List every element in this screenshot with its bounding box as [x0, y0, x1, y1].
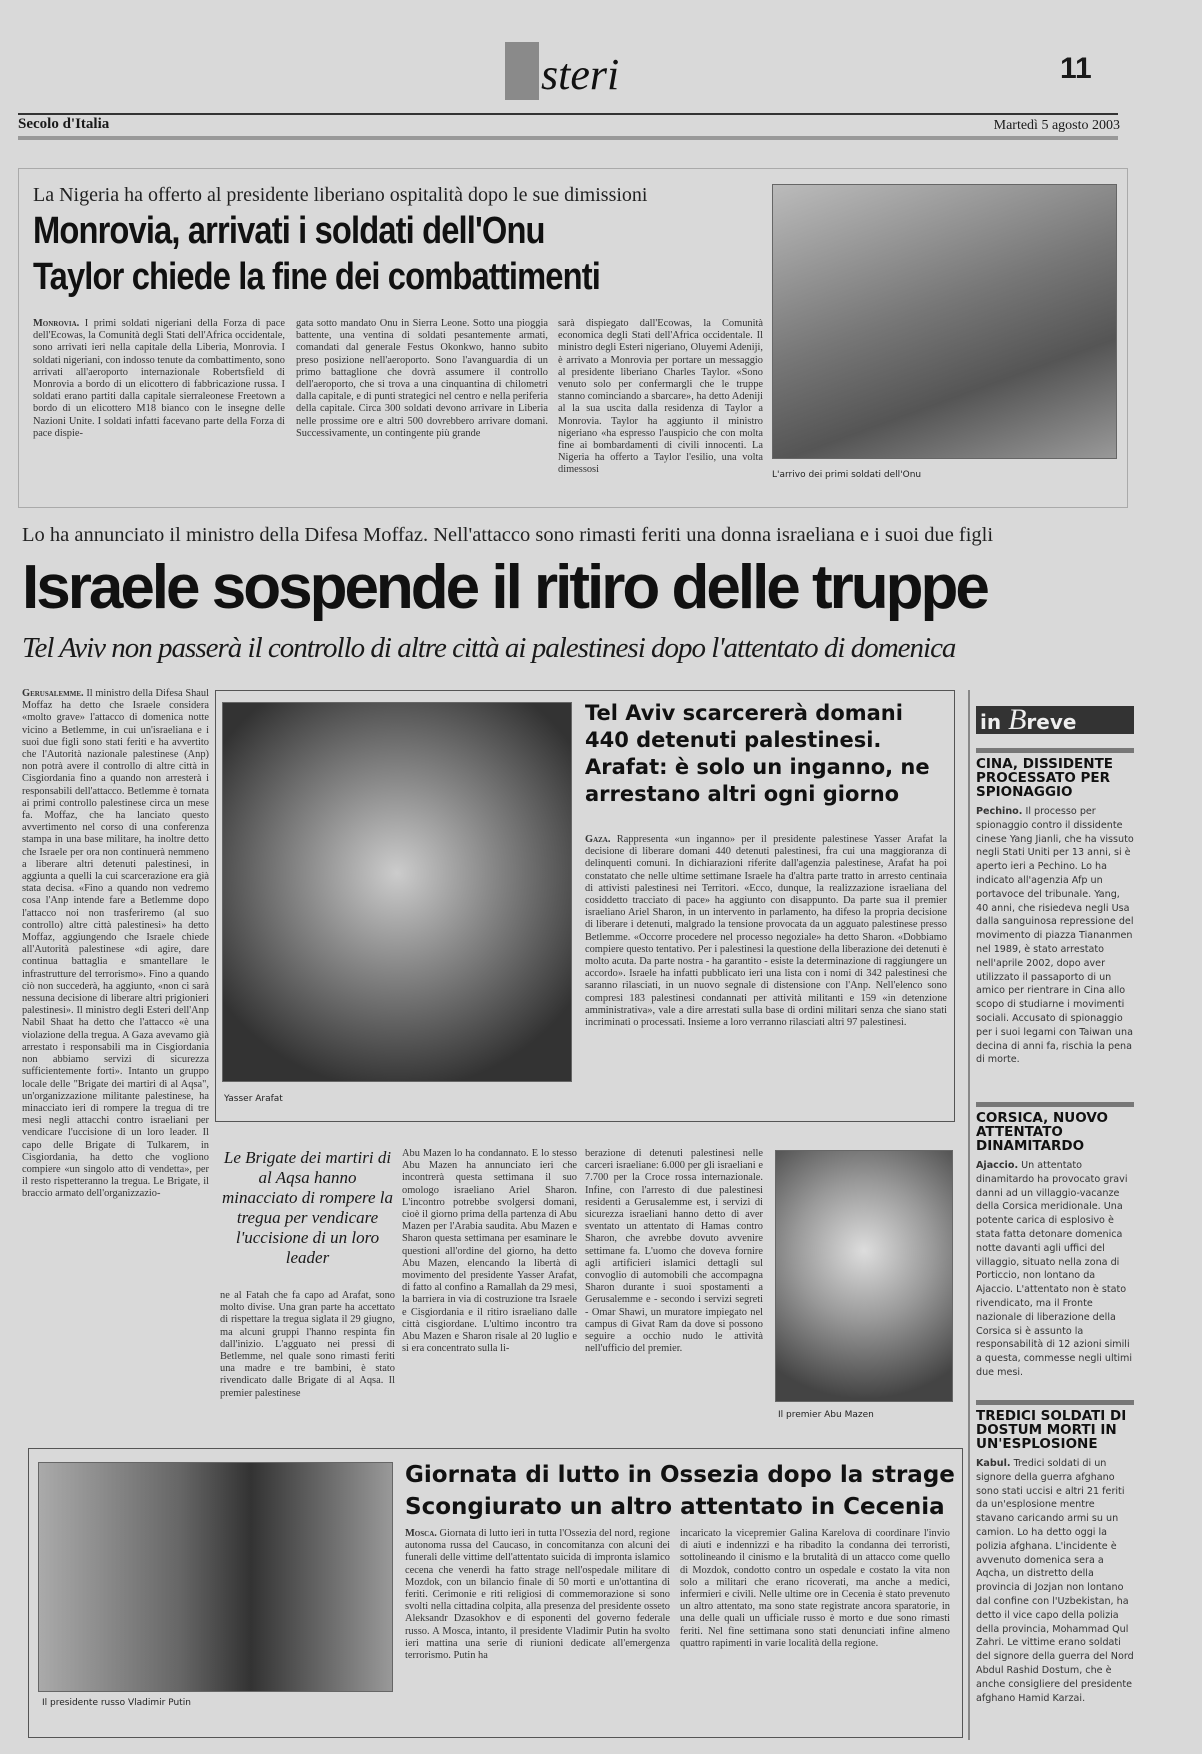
article-column: Abu Mazen lo ha condannato. E lo stesso Abu Mazen ha annunciato ieri che incontrerà questa settimana il suo omologo israeliano Ariel Sharon. L'incontro potrebbe svolgersi domani, cioè il giorno prima della partenza di Abu Mazen per l'Arabia saudita. Abu Mazen e Sharon questa settimana per esaminare le questioni all'ordine del giorno, ha detto Abu Mazen, elencando la libertà di movimento del presidente Yasser Arafat, di fatto al confino a Ramallah da 29 mesi, la barriera in via di costruzione tra Israele e Cisgiordania e il ritiro israeliano dalle città cisgiordane. L'ultimo incontro tra Abu Mazen e Sharon risale al 20 luglio e si era concentrato sulla li-	[402, 1148, 577, 1355]
breve-divider	[976, 1400, 1134, 1405]
article-column: Mosca. Giornata di lutto ieri in tutta l'Ossezia del nord, regione autonoma russa del Caucaso, in concomitanza con alcuni dei funerali delle vittime dell'attentato suicida di impronta islamico cecena che venerdì ha fatto strage nell'ospedale militare di Mozdok, con un bilancio finale di 50 morti e un'ottantina di feriti. Cerimonie e riti religiosi di commemorazione si sono svolti nella cittadina colpita, alla presenza del presidente osseto Aleksandr Dzasokhov e di esponenti del governo federale russo. A Mosca, intanto, il presidente Vladimir Putin ha svolto ieri mattina una serie di riunioni dedicate all'emergenza terrorismo. Putin ha	[405, 1528, 670, 1662]
article-kicker: La Nigeria ha offerto al presidente liberiano ospitalità dopo le sue dimissioni	[33, 184, 648, 206]
photo-caption: Yasser Arafat	[224, 1094, 283, 1104]
breve-title: CINA, DISSIDENTE PROCESSATO PER SPIONAGGIO	[976, 756, 1114, 800]
article-column: Monrovia. I primi soldati nigeriani della Forza di pace dell'Ecowas, la Comunità degli Stati dell'Africa occidentale, sono arrivati ieri nella capitale della Liberia, Monrovia. I soldati nigeriani, con indosso tenute da combattimento, sono arrivati all'aeroporto internazionale Robertsfield di Monrovia a bordo di un elicottero di fabbricazione russa. I soldati erano partiti dalla capitale sierraleonese Freetown a bordo di un elicottero M18 bianco con le insegne delle Nazioni Unite. I soldati infatti facevano parte della Forza di pace dispie-	[33, 318, 285, 439]
breve-item	[976, 1102, 1134, 1380]
breve-title: TREDICI SOLDATI DI DOSTUM MORTI IN UN'ESPLOSIONE	[976, 1408, 1127, 1452]
article-headline: Scongiurato un altro attentato in Cecenia	[405, 1494, 945, 1520]
breve-divider	[976, 748, 1134, 753]
article-column: gata sotto mandato Onu in Sierra Leone. Sotto una pioggia battente, una ventina di soldati pesantemente armati, comandati dal generale Festus Okonkwo, hanno subito preso posizione nell'aeroporto. Sono l'avanguardia di un primo battaglione che dovrà assumere il controllo dell'aeroporto, che si trova a una cinquantina di chilometri dalla capitale, e di punti strategici nel centro e nella periferia della capitale. Circa 300 soldati devono arrivare in Liberia nelle prossime ore e altri 500 dovrebbero arrivare domani. Successivamente, un contingente più grande	[296, 318, 548, 439]
issue-date: Martedì 5 agosto 2003	[993, 118, 1120, 133]
article-column: sarà dispiegato dall'Ecowas, la Comunità economica degli Stati dell'Africa occidentale. Il ministro degli Esteri nigeriano, Oluyemi Adeniji, è arrivato a Monrovia per portare un messaggio al presidente liberiano Charles Taylor. «Sono venuto solo per confermargli che le truppe stanno cominciando a sbarcare», ha detto Adeniji al la sua uscita dalla residenza di Taylor a Monrovia. Taylor ha aggiunto il ministro nigeriano «ha espresso l'auspicio che con molta fine ai bombardamenti di civili innocenti. La Nigeria ha offerto a Taylor l'esilio, una volta dimessosi	[558, 318, 763, 476]
article-column: incaricato la vicepremier Galina Karelova di coordinare l'invio di aiuti e indennizzi e ha ribadito la condanna dei terroristi, sottolineando il cinismo e la brutalità di un attacco come quello di Mozdok, condotto contro un ospedale e costato la vita non solo a militari che erano ricoverati, ma anche a medici, infermieri e civili. Nelle ultime ore in Cecenia è stato prevenuto un altro attentato, ma sono state registrate ancora sparatorie, in una delle quali un ufficiale russo è morto e due sono rimasti feriti. Nel fine settimana sono stati denunciati infine almeno quattro rapimenti in varie località della regione.	[680, 1528, 950, 1649]
article-headline: Giornata di lutto in Ossezia dopo la strage	[405, 1462, 955, 1488]
pull-quote: Le Brigate dei martiri di al Aqsa hanno minacciato di rompere la tregua per vendicare l'uccisione di un loro leader	[221, 1148, 394, 1267]
article-column: berazione di detenuti palestinesi nelle carceri israeliane: 6.000 per gli israeliani e 7.700 per la Croce rossa internazionale. Infine, con l'arresto di due palestinesi residenti a Gerusalemme est, i servizi di sicurezza israeliani hanno detto di aver sventato un attentato di Hamas contro Sharon, che avrebbe dovuto avvenire settimane fa. L'uomo che doveva fornire agli artificieri islamici dettagli sul convoglio di automobili che accompagna Sharon durante i suoi spostamenti a Gerusalemme e - secondo i servizi segreti - Omar Shawi, un muratore impiegato nel campus di Givat Ram da dove si possono seguire a occhio nudo le attività nell'ufficio del premier.	[585, 1148, 763, 1355]
masthead: Secolo d'Italia	[18, 116, 110, 132]
photo-caption: L'arrivo dei primi soldati dell'Onu	[772, 470, 922, 480]
article-kicker: Lo ha annunciato il ministro della Difesa Moffaz. Nell'attacco sono rimasti feriti una donna israeliana e i suoi due figli	[22, 524, 994, 546]
photo-arafat	[222, 702, 572, 1082]
section-title: steri	[505, 42, 619, 100]
photo-un-soldiers	[772, 184, 1117, 459]
breve-title: CORSICA, NUOVO ATTENTATO DINAMITARDO	[976, 1110, 1109, 1154]
photo-caption: Il premier Abu Mazen	[778, 1410, 874, 1420]
breve-text: Pechino. Il processo per spionaggio contro il dissidente cinese Yang Jianli, che ha vissuto negli Stati Uniti per 13 anni, si è aperto ieri a Pechino. Lo ha indicato all'agenzia Afp un portavoce del tribunale. Yang, 40 anni, che risiedeva negli Usa dalla sanguinosa repressione del movimento di piazza Tiananmen nel 1989, è stato arrestato nell'aprile 2002, dopo aver utilizzato il passaporto di un amico per rientrare in Cina allo scopo di studiarne i movimenti sociali. Accusato di spionaggio per i suoi legami con Taiwan una decina di anni fa, rischia la pena di morte.	[976, 806, 1134, 1066]
photo-putin	[38, 1462, 393, 1692]
breve-text: Ajaccio. Un attentato dinamitardo ha provocato gravi danni ad un villaggio-vacanze della Corsica meridionale. Una potente carica di esplosivo è stata fatta detonare domenica notte davanti agli uffici del villaggio, situato nella zona di Porticcio, non lontano da Ajaccio. L'attentato non è stato rivendicato, ma il Fronte nazionale di liberazione della Corsica si è assunto la responsabilità di 12 azioni simili a questa, commesse negli ultimi due mesi.	[976, 1160, 1133, 1378]
breve-divider	[976, 1102, 1134, 1107]
breve-item	[976, 748, 1134, 1067]
header-rule	[18, 113, 1118, 115]
photo-abu-mazen	[775, 1150, 953, 1402]
page-number: 11	[1060, 52, 1092, 85]
in-breve-logo: in Breve	[976, 706, 1134, 734]
article-headline: Israele sospende il ritiro delle truppe	[22, 553, 987, 622]
breve-text: Kabul. Tredici soldati di un signore della guerra afghano sono stati uccisi e altri 21 feriti da un'esplosione mentre stavano caricando armi su un camion. Lo ha detto oggi la polizia afghana. L'incidente è avvenuto domenica sera a Aqcha, un distretto della provincia di Jozjan non lontano dal confine con l'Uzbekistan, ha detto il vice capo della polizia della provincia, Mohammad Qul Zahri. Le vittime erano soldati del signore della guerra del Nord Abdul Rashid Dostum, che è anche consigliere del presidente afghano Hamid Karzai.	[976, 1458, 1134, 1704]
section-initial-block	[505, 42, 539, 100]
side-headline: Tel Aviv scarcererà domani 440 detenuti palestinesi. Arafat: è solo un inganno, ne arrestano altri ogni giorno	[585, 701, 930, 806]
photo-caption: Il presidente russo Vladimir Putin	[42, 1698, 191, 1708]
article-subhead: Tel Aviv non passerà il controllo di altre città ai palestinesi dopo l'attentato di domenica	[22, 632, 956, 664]
article-column: ne al Fatah che fa capo ad Arafat, sono molto divise. Una gran parte ha accettato di rispettare la tregua siglata il 29 giugno, ma alcuni gruppi l'hanno respinta fin dall'inizio. L'agguato nei pressi di Betlemme, nel quale sono rimasti feriti una madre e tre bambini, è stato rivendicato dalle Brigate di al Aqsa. Il premier palestinese	[220, 1290, 395, 1399]
article-headline: Monrovia, arrivati i soldati dell'Onu	[33, 210, 545, 252]
header-rule-2	[18, 136, 1118, 140]
article-headline: Taylor chiede la fine dei combattimenti	[33, 256, 600, 298]
side-article-body: Gaza. Rappresenta «un inganno» per il presidente palestinese Yasser Arafat la decisione di liberare domani 440 detenuti palestinesi, fra cui una maggioranza di delinquenti comuni. In dichiarazioni riferite dall'agenzia palestinese, Arafat ha poi constatato che nelle ultime settimane Israele ha d'altra parte tratto in arresto centinaia di attivisti palestinesi nei Territori. «Ecco, dunque, la realizzazione israeliana del cosiddetto tracciato di pace» ha aggiunto con disappunto. Da parte sua il premier israeliano Ariel Sharon, in un intervento in parlamento, ha difeso la propria decisione di liberare i detenuti, malgrado la tensione provocata da un agguato palestinese presso Betlemme. «Occorre procedere nel processo negoziale» ha detto Sharon. «Dobbiamo compiere questo tentativo. Per i palestinesi la questione della liberazione dei detenuti è molto acuta. Da parte nostra - ha garantito - esiste la determinazione di raggiungere un accordo». Israele ha infatti pubblicato ieri una lista con i nomi di 342 palestinesi che saranno rilasciati, in un nuovo segnale di distensione con l'Anp. Nell'elenco sono compresi 183 palestinesi condannati per attività militanti e 159 «in detenzione amministrativa», vale a dire arrestati sulla base di ordini militari senza che siano stati incriminati o processati. Insieme a loro verranno rilasciati altri 97 palestinesi.	[585, 834, 947, 1029]
article-column: Gerusalemme. Il ministro della Difesa Shaul Moffaz ha detto che Israele considera «molto grave» l'attacco di domenica notte vicino a Betlemme, in cui un'israeliana e i suoi due figli sono stati feriti e ha avvertito che l'Autorità nazionale palestinese (Anp) non potrà avere il controllo di altre città in Cisgiordania fino a quando non arresterà i responsabili dell'attacco. Betlemme è tornata ai primi controllo palestinese circa un mese fa. Moffaz, che ha lanciato questo avvertimento nel corso di una conferenza stampa in una base militare, ha inoltre detto che Israele per ora non continuerà nemmeno a liberare altri detenuti palestinesi, in aggiunta a quelli la cui scarcerazione era già stata decisa. «Fino a quando non vedremo cosa l'Anp intende fare a Betlemme dopo l'attacco noi non trasferiremo (al suo controllo) altre città palestinesi» ha detto Moffaz, aggiungendo che Israele chiede all'Autorità palestinese «di agire, dare continua battaglia e smantellare le infrastrutture del terrorismo». Fino a quando ciò non succederà, ha aggiunto, «non ci sarà nessuna decisione di liberare altri prigionieri palestinesi». Il ministro degli Esteri dell'Anp Nabil Shaat ha detto che l'attacco «è una violazione della tregua. A Gaza avevamo già arrestato i responsabili ma in Cisgiordania non abbiamo servizi di sicurezza sufficientemente forti». Intanto un gruppo locale delle "Brigate dei martiri di al Aqsa", un'organizzazione militante palestinese, ha minacciato ieri di rompere la tregua di tre mesi negli attacchi contro israeliani per vendicare l'uccisione di un loro leader. Il capo delle Brigate di Tulkarem, in Cisgiordania, ha detto che vogliono compiere «un singolo atto di vendetta», per il resto rispetteranno la tregua. Le Brigate, il braccio armato dell'organizzazio-	[22, 688, 209, 1200]
breve-item	[976, 1400, 1134, 1705]
